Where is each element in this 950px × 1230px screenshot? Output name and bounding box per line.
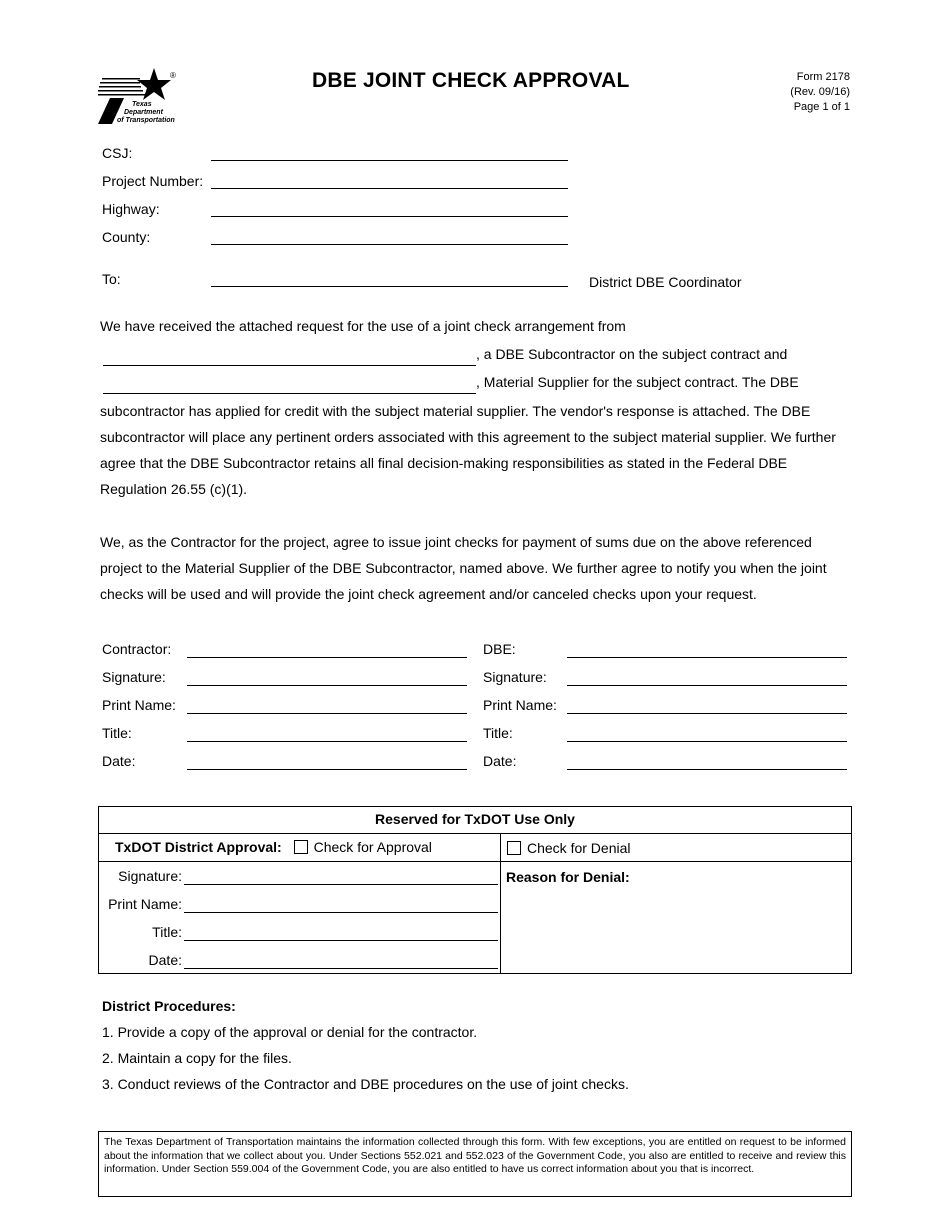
txdot-date-label: Date: (148, 952, 182, 968)
project-number-input[interactable] (211, 188, 568, 189)
contractor-date-label: Date: (102, 753, 136, 769)
txdot-approval-row (115, 839, 432, 855)
approval-checkbox-label: Check for Approval (313, 839, 432, 855)
logo-text-2: Department (124, 109, 163, 116)
dbe-title-input[interactable] (567, 741, 847, 742)
txdot-title-input[interactable] (184, 940, 498, 941)
logo-text-1: Texas (132, 101, 152, 108)
dbe-print-name-label: Print Name: (483, 697, 557, 713)
agree-1: We, as the Contractor for the project, agree to issue joint checks for payment of sums due on the above referenced (100, 534, 812, 550)
csj-label: CSJ: (102, 145, 133, 161)
txdot-approval-divider (98, 861, 852, 862)
contractor-print-name-input[interactable] (187, 713, 467, 714)
form-page: Page 1 of 1 (793, 101, 850, 113)
txdot-column-divider (500, 833, 501, 974)
to-suffix: District DBE Coordinator (589, 274, 742, 290)
denial-checkbox-label: Check for Denial (527, 840, 631, 856)
dbe-signature-input[interactable] (567, 685, 847, 686)
registered-mark: ® (170, 71, 176, 80)
dbe-print-name-input[interactable] (567, 713, 847, 714)
txdot-print-name-label: Print Name: (108, 896, 182, 912)
request-body-3: agree that the DBE Subcontractor retains all final decision-making responsibilities as stated in the Federal DBE (100, 455, 788, 471)
procedures-heading: District Procedures: (102, 998, 236, 1014)
contractor-input[interactable] (187, 657, 467, 658)
contractor-print-name-label: Print Name: (102, 697, 176, 713)
privacy-text: The Texas Department of Transportation maintains the information collected through this form. With few exceptions, you are entitled on request to be informed about the information that we collect about you. Under Sections 552.021 and 552.023 of the Government Code, you also are entitled to receive and review this information. Under Section 559.004 of the Government Code, you are also entitled to have us correct information about you that is incorrect. (104, 1136, 846, 1175)
project-number-label: Project Number: (102, 173, 204, 189)
form-revision: (Rev. 09/16) (790, 86, 850, 98)
page-title: DBE JOINT CHECK APPROVAL (312, 69, 630, 92)
county-input[interactable] (211, 244, 568, 245)
request-body-2: subcontractor will place any pertinent orders associated with this agreement to the subject material supplier. We further (100, 429, 836, 445)
contractor-title-label: Title: (102, 725, 132, 741)
logo-text-3: of Transportation (117, 117, 175, 124)
contractor-signature-input[interactable] (187, 685, 467, 686)
agree-2: project to the Material Supplier of the DBE Subcontractor, named above. We further agree to notify you when the joint (100, 560, 827, 576)
county-label: County: (102, 229, 151, 245)
txdot-reserved-box (98, 806, 852, 974)
to-input[interactable] (211, 286, 568, 287)
denial-checkbox[interactable] (507, 841, 521, 855)
dbe-date-input[interactable] (567, 769, 847, 770)
txdot-approval-label: TxDOT District Approval: (115, 839, 282, 855)
request-line2-suffix: , Material Supplier for the subject contract. The DBE (476, 374, 799, 390)
contractor-title-input[interactable] (187, 741, 467, 742)
request-body-1: subcontractor has applied for credit with the subject material supplier. The vendor's response is attached. The DBE (100, 403, 811, 419)
procedure-item: 3. Conduct reviews of the Contractor and DBE procedures on the use of joint checks. (102, 1076, 629, 1092)
agree-3: checks will be used and will provide the joint check agreement and/or canceled checks upon your request. (100, 586, 757, 602)
txdot-reserved-header: Reserved for TxDOT Use Only (375, 811, 575, 827)
csj-input[interactable] (211, 160, 568, 161)
request-body-4: Regulation 26.55 (c)(1). (100, 481, 248, 497)
txdot-print-name-input[interactable] (184, 912, 498, 913)
request-line1-suffix: , a DBE Subcontractor on the subject contract and (476, 346, 788, 362)
request-intro: We have received the attached request for the use of a joint check arrangement from (100, 318, 626, 334)
txdot-date-input[interactable] (184, 968, 498, 969)
dbe-label: DBE: (483, 641, 516, 657)
contractor-date-input[interactable] (187, 769, 467, 770)
txdot-title-label: Title: (152, 924, 182, 940)
privacy-notice (98, 1131, 852, 1197)
txdot-signature-label: Signature: (118, 868, 182, 884)
to-label: To: (102, 271, 121, 287)
procedure-item: 2. Maintain a copy for the files. (102, 1050, 292, 1066)
contractor-signature-label: Signature: (102, 669, 166, 685)
txdot-signature-input[interactable] (184, 884, 498, 885)
approval-checkbox[interactable] (294, 840, 308, 854)
procedure-item: 1. Provide a copy of the approval or denial for the contractor. (102, 1024, 478, 1040)
dbe-input[interactable] (567, 657, 847, 658)
form-number: Form 2178 (796, 71, 850, 83)
txdot-denial-row (507, 840, 631, 856)
highway-label: Highway: (102, 201, 160, 217)
contractor-label: Contractor: (102, 641, 172, 657)
form-info (790, 70, 850, 115)
dbe-subcontractor-input[interactable] (103, 365, 476, 366)
highway-input[interactable] (211, 216, 568, 217)
txdot-header-divider (98, 833, 852, 834)
material-supplier-input[interactable] (103, 393, 476, 394)
dbe-title-label: Title: (483, 725, 513, 741)
dbe-date-label: Date: (483, 753, 517, 769)
reason-for-denial-label: Reason for Denial: (506, 869, 630, 885)
dbe-signature-label: Signature: (483, 669, 547, 685)
